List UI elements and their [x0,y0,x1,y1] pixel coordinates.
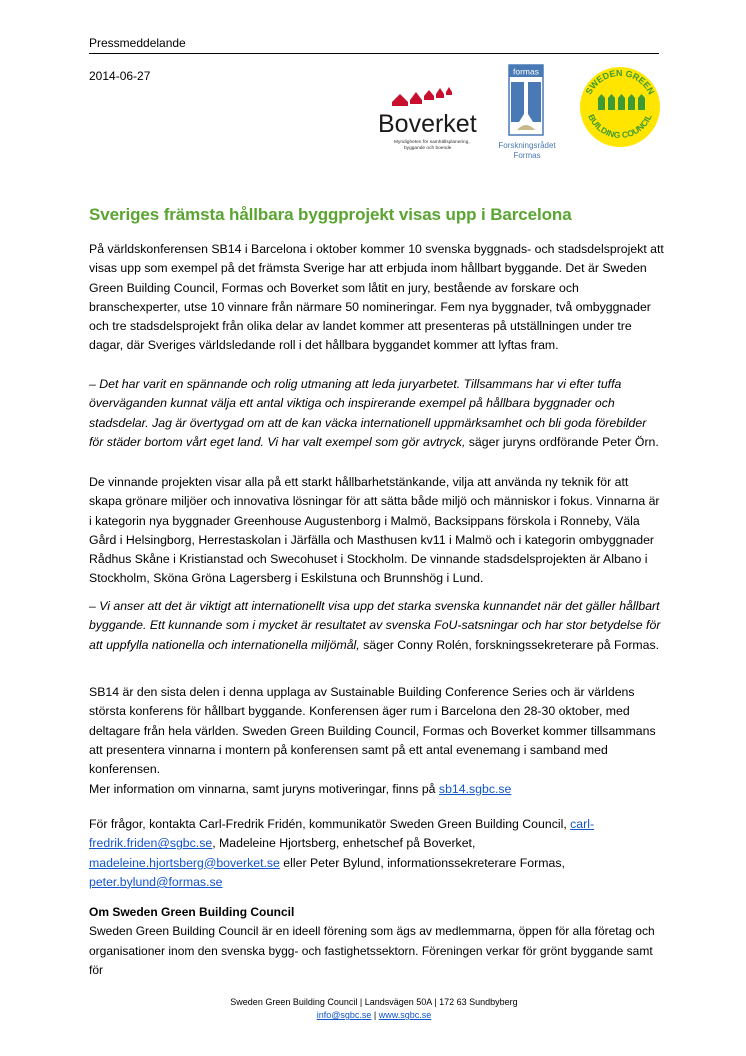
jury-quote: – Det har varit en spännande och rolig utmaning att leda juryarbetet. Tillsammans har vi efter tuffa överväganden kunnat välja ett antal viktiga och inspirerande exempel på hållbara byggnader och stadsdelar. Jag är övertygad om att de kan väcka internationell uppmärksamhet och bli goda förebilder för städer bortom vårt eget land. Vi har valt exempel som gör avtryck, [89,377,647,449]
formas-emblem-icon [493,64,561,162]
svg-text:Forskningsrådet: Forskningsrådet [498,141,556,150]
jury-quote-paragraph [89,375,664,452]
more-info-paragraph: Mer information om vinnarna, samt juryns motiveringar, finns på sb14.sgbc.se [89,782,512,796]
about-text: Sweden Green Building Council är en ideell förening som ägs av medlemmarna, öppen för alla företag och organisationer inom den svenska bygg- och fastighetssektorn. Föreningen verkar för grönt byggande samt för [89,924,655,977]
svg-text:SWEDEN GREEN: SWEDEN GREEN [583,67,657,97]
svg-text:Myndigheten för samhällsplaner: Myndigheten för samhällsplanering, [394,140,470,145]
intro-paragraph: På världskonferensen SB14 i Barcelona i oktober kommer 10 svenska byggnads- och stadsdelsprojekt att visas upp som exempel på det främsta Sverige har att erbjuda inom hållbart byggande. Det är Sweden Green Building Council, Formas och Boverket som låtit en jury, bestående av forskare och branschexperter, utse 10 vinnare från närmare 50 nomineringar. Fem nya byggnader, två ombyggnader och tre stadsdelsprojekt från olika delar av landet kommer att presenteras på utställningen under tre dagar, där Sveriges världsledande roll i det hållbara byggandet kommer att lyftas fram. [89,242,664,353]
jury-quote-attribution: säger juryns ordförande Peter Örn. [465,434,659,449]
press-release-title: Sveriges främsta hållbara byggprojekt visas upp i Barcelona [89,205,572,224]
contacts-paragraph: För frågor, kontakta Carl-Fredrik Fridén, kommunikatör Sweden Green Building Council, carl-fredrik.friden@sgbc.se, Madeleine Hjortsberg, enhetschef på Boverket, madeleine.hjortsberg@boverket.se eller Peter Bylund, informationssekreterare Formas, peter.bylund@formas.se [89,817,595,889]
boverket-logo [376,80,496,170]
sgbc-logo [578,60,662,154]
svg-text:Formas: Formas [513,151,541,160]
svg-text:formas: formas [513,66,539,77]
svg-text:byggande och boende: byggande och boende [404,146,452,151]
formas-quote-attribution: säger Conny Rolén, forskningssekreterare på Formas. [359,637,660,652]
footer-email-link[interactable]: info@sgbc.se [316,1010,372,1020]
winners-paragraph: De vinnande projekten visar alla på ett starkt hållbarhetstänkande, vilja att använda ny teknik för att skapa grönare miljöer och innovativa lösningar för att sätta både miljö och människor i fokus. Vinnarna är i kategorin nya byggnader Greenhouse Augustenborg i Malmö, Backsippans förskola i Ronneby, Väla Gård i Helsingborg, Herrestaskolan i Järfälla och Masthusen kv11 i Malmö och i kategorin ombyggnader Rådhus Skåne i Kristianstad och Swecohuset i Stockholm. De vinnande stadsdelsprojekten är Albano i Stockholm, Sköna Gröna Lagersberg i Eskilstuna och Brunnshög i Lund. [89,475,660,586]
formas-logo [493,64,561,162]
boverket-wordmark: Boverket [378,110,477,138]
about-heading: Om Sweden Green Building Council [89,905,295,919]
document-type-label: Pressmeddelande [89,36,186,50]
formas-quote-paragraph [89,597,664,655]
footer-links: info@sgbc.se | www.sgbc.se [316,1010,432,1020]
formas-quote: – Vi anser att det är viktigt att internationellt visa upp det starka svenska kunnandet när det gäller hållbart byggande. Ett kunnande som i mycket är resultatet av svenska FoU-satsningar och har stor betydelse för att uppfylla nationella och internationella miljömål, [89,599,661,652]
boverket-rooftops-icon [376,80,496,170]
friden-email-link[interactable]: carl-fredrik.friden@sgbc.se [89,817,595,851]
release-date: 2014-06-27 [89,69,151,83]
about-section [89,903,664,980]
sgbc-emblem-icon [578,60,662,154]
hjortsberg-email-link[interactable]: madeleine.hjortsberg@boverket.se [89,855,280,870]
bylund-email-link[interactable]: peter.bylund@formas.se [89,874,223,889]
footer-address: Sweden Green Building Council | Landsvägen 50A | 172 63 Sundbyberg [230,997,518,1007]
conference-paragraph: SB14 är den sista delen i denna upplaga av Sustainable Building Conference Series och är världens största konferens för hållbart byggande. Konferensen äger rum i Barcelona den 28-30 oktober, med deltagare från hela världen. Sweden Green Building Council, Formas och Boverket kommer tillsammans att presentera vinnarna i montern på konferensen samt på ett antal evenemang i samband med konferensen. [89,685,656,777]
sb14-link[interactable]: sb14.sgbc.se [438,782,512,796]
header-divider [89,53,659,54]
svg-text:BUILDING COUNCIL: BUILDING COUNCIL [586,112,654,141]
footer-web-link[interactable]: www.sgbc.se [378,1010,432,1020]
